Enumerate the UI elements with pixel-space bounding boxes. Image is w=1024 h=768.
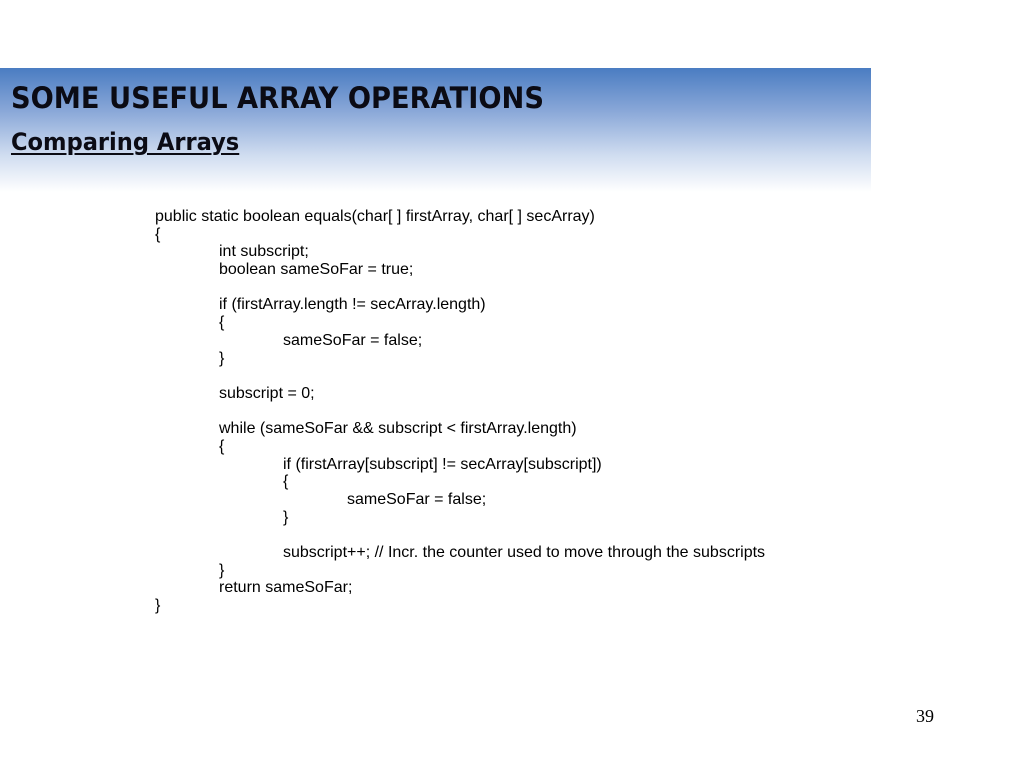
page-number: 39: [916, 706, 934, 726]
code-line: {: [155, 225, 161, 243]
code-line: boolean sameSoFar = true;: [219, 261, 414, 279]
code-line: if (firstArray[subscript] != secArray[subscript]): [283, 455, 602, 473]
slide-title: SOME USEFUL ARRAY OPERATIONS: [11, 81, 544, 115]
code-line: }: [283, 508, 289, 526]
code-line: if (firstArray.length != secArray.length): [219, 296, 486, 314]
code-line: {: [283, 473, 289, 491]
code-line: public static boolean equals(char[ ] firstArray, char[ ] secArray): [155, 208, 595, 225]
code-blank-line: [155, 279, 855, 297]
code-line: }: [155, 597, 161, 615]
code-line: subscript++; // Incr. the counter used to move through the subscripts: [283, 544, 766, 562]
code-block: [155, 208, 855, 615]
code-line: while (sameSoFar && subscript < firstArray.length): [219, 420, 577, 438]
code-line: return sameSoFar;: [219, 579, 353, 597]
code-line: }: [219, 349, 225, 367]
code-line: {: [219, 437, 225, 455]
code-line: sameSoFar = false;: [283, 331, 423, 349]
code-line: subscript = 0;: [219, 384, 315, 402]
code-line: }: [219, 561, 225, 579]
code-blank-line: [155, 403, 855, 421]
code-line: {: [219, 314, 225, 332]
code-line: sameSoFar = false;: [347, 491, 487, 508]
slide-subtitle: Comparing Arrays: [11, 128, 240, 156]
code-line: int subscript;: [219, 243, 309, 261]
code-blank-line: [155, 367, 855, 385]
code-blank-line: [155, 526, 855, 544]
